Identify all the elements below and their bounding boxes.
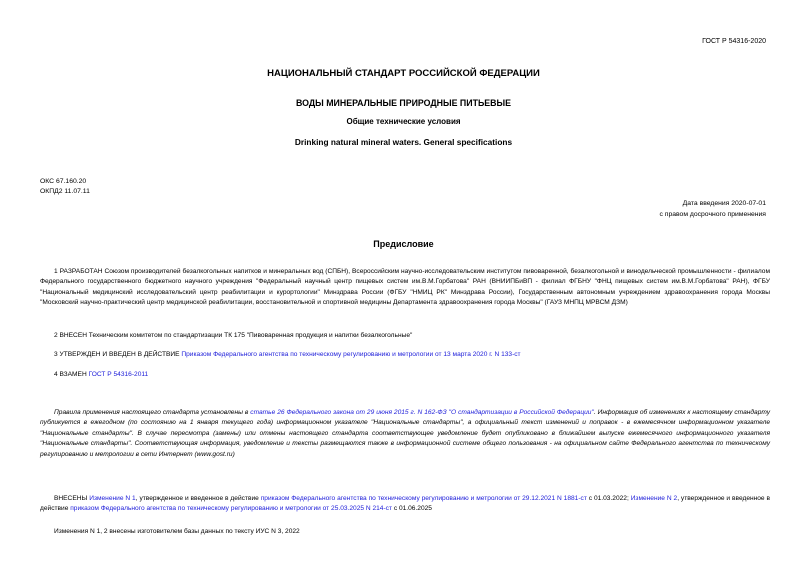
document-subtitle: Общие технические условия <box>346 117 461 126</box>
amendment-2-text: , утвержденное и введенное в действие <box>40 495 770 513</box>
amendment-2-link[interactable]: Изменение N 2 <box>630 495 678 502</box>
application-rules-note <box>40 408 770 460</box>
replaces-text: 4 ВЗАМЕН <box>54 371 89 378</box>
amendment-1-date: с 01.03.2022; <box>586 495 631 502</box>
introduction-date: Дата введения 2020-07-01 <box>682 200 766 207</box>
okpd-code: ОКПД2 11.07.11 <box>40 188 90 195</box>
oks-code: ОКС 67.160.20 <box>40 178 87 185</box>
amendment-1-link[interactable]: Изменение N 1 <box>89 495 136 502</box>
database-changes-note: Изменения N 1, 2 внесены изготовителем базы данных по тексту ИУС N 3, 2022 <box>54 528 300 535</box>
approved-text: 3 УТВЕРЖДЕН И ВВЕДЕН В ДЕЙСТВИЕ <box>54 351 182 358</box>
early-application-note: с правом досрочного применения <box>659 211 766 218</box>
amendments-label: ВНЕСЕНЫ <box>54 495 90 502</box>
standard-title: НАЦИОНАЛЬНЫЙ СТАНДАРТ РОССИЙСКОЙ ФЕДЕРАЦИИ <box>267 68 540 79</box>
amendment-2-date: с 01.06.2025 <box>391 505 432 513</box>
amendment-2-order-link[interactable]: приказом Федерального агентства по техническому регулированию и метрологии от 25.03.2025 N 214-ст <box>70 505 392 513</box>
preface-item-submitted: 2 ВНЕСЕН Техническим комитетом по стандартизации ТК 175 "Пивоваренная продукция и напитки безалкогольные" <box>54 332 413 339</box>
preface-item-replaces <box>40 370 770 380</box>
english-title: Drinking natural mineral waters. General specifications <box>294 137 513 147</box>
federal-law-link[interactable]: статье 26 Федерального закона от 29 июня 2015 г. N 162-ФЗ "О стандартизации в Российской Федерации" <box>250 409 594 416</box>
amendment-1-order-link[interactable]: приказом Федерального агентства по техническому регулированию и метрологии от 29.12.2021 N 1881-ст <box>260 495 587 502</box>
replaced-standard-link[interactable]: ГОСТ Р 54316-2011 <box>88 371 149 378</box>
rules-text-start: Правила применения настоящего стандарта установлены в <box>54 409 251 416</box>
introduction-date-block <box>659 198 766 220</box>
preface-item-approved <box>40 350 770 360</box>
rules-text-end: . Информация об изменениях к настоящему стандарту публикуется в ежегодном (по состоянию на 1 января текущего года) информационном указателе "Национальные стандарты", а официальный текст изменений и поправок - в ежемесячном информационном указателе "Национальные стандарты". В случае пересмотра (замены) или отмены настоящего стандарта соответствующее уведомление будет опубликовано в ближайшем выпуске ежемесячного информационного указателя "Национальные стандарты". Соответствующая информация, уведомление и тексты размещаются также в информационной системе общего пользования - на официальном сайте Федерального агентства по техническому регулированию и метрологии в сети Интернет (www.gost.ru) <box>40 409 771 458</box>
document-title: ВОДЫ МИНЕРАЛЬНЫЕ ПРИРОДНЫЕ ПИТЬЕВЫЕ <box>296 98 511 108</box>
document-code: ГОСТ Р 54316-2020 <box>702 38 766 45</box>
classification-codes <box>40 177 90 197</box>
approval-order-link[interactable]: Приказом Федерального агентства по техническому регулированию и метрологии от 13 марта 2020 г. N 133-ст <box>181 351 521 358</box>
preface-item-developed: 1 РАЗРАБОТАН Союзом производителей безалкогольных напитков и минеральных вод (СПБН), Всероссийским научно-исследовательским институтом пивоваренной, безалкогольной и винодельческой промышленности - филиалом Федерального государственного бюджетного научного учреждения "Федеральный научный центр пищевых систем им.В.М.Горбатова" РАН (ВНИИПБиВП - филиал ФГБНУ "ФНЦ пищевых систем им.В.М.Горбатова" РАН), ФГБУ "Национальный медицинский исследовательский центр реабилитации и курортологии" Минздрава России (ФГБУ "НМИЦ РК" Минздрава России), Государственным автономным учреждением здравоохранения города Москвы "Московский научно-практический центр медицинской реабилитации, восстановительной и спортивной медицины Департамента здравоохранения города Москвы" (ГАУЗ МНПЦ МРВСМ ДЗМ) <box>40 268 770 307</box>
amendments-note <box>40 494 770 515</box>
amendment-1-text: , утвержденное и введенное в действие <box>135 495 261 502</box>
preface-heading: Предисловие <box>373 239 434 249</box>
